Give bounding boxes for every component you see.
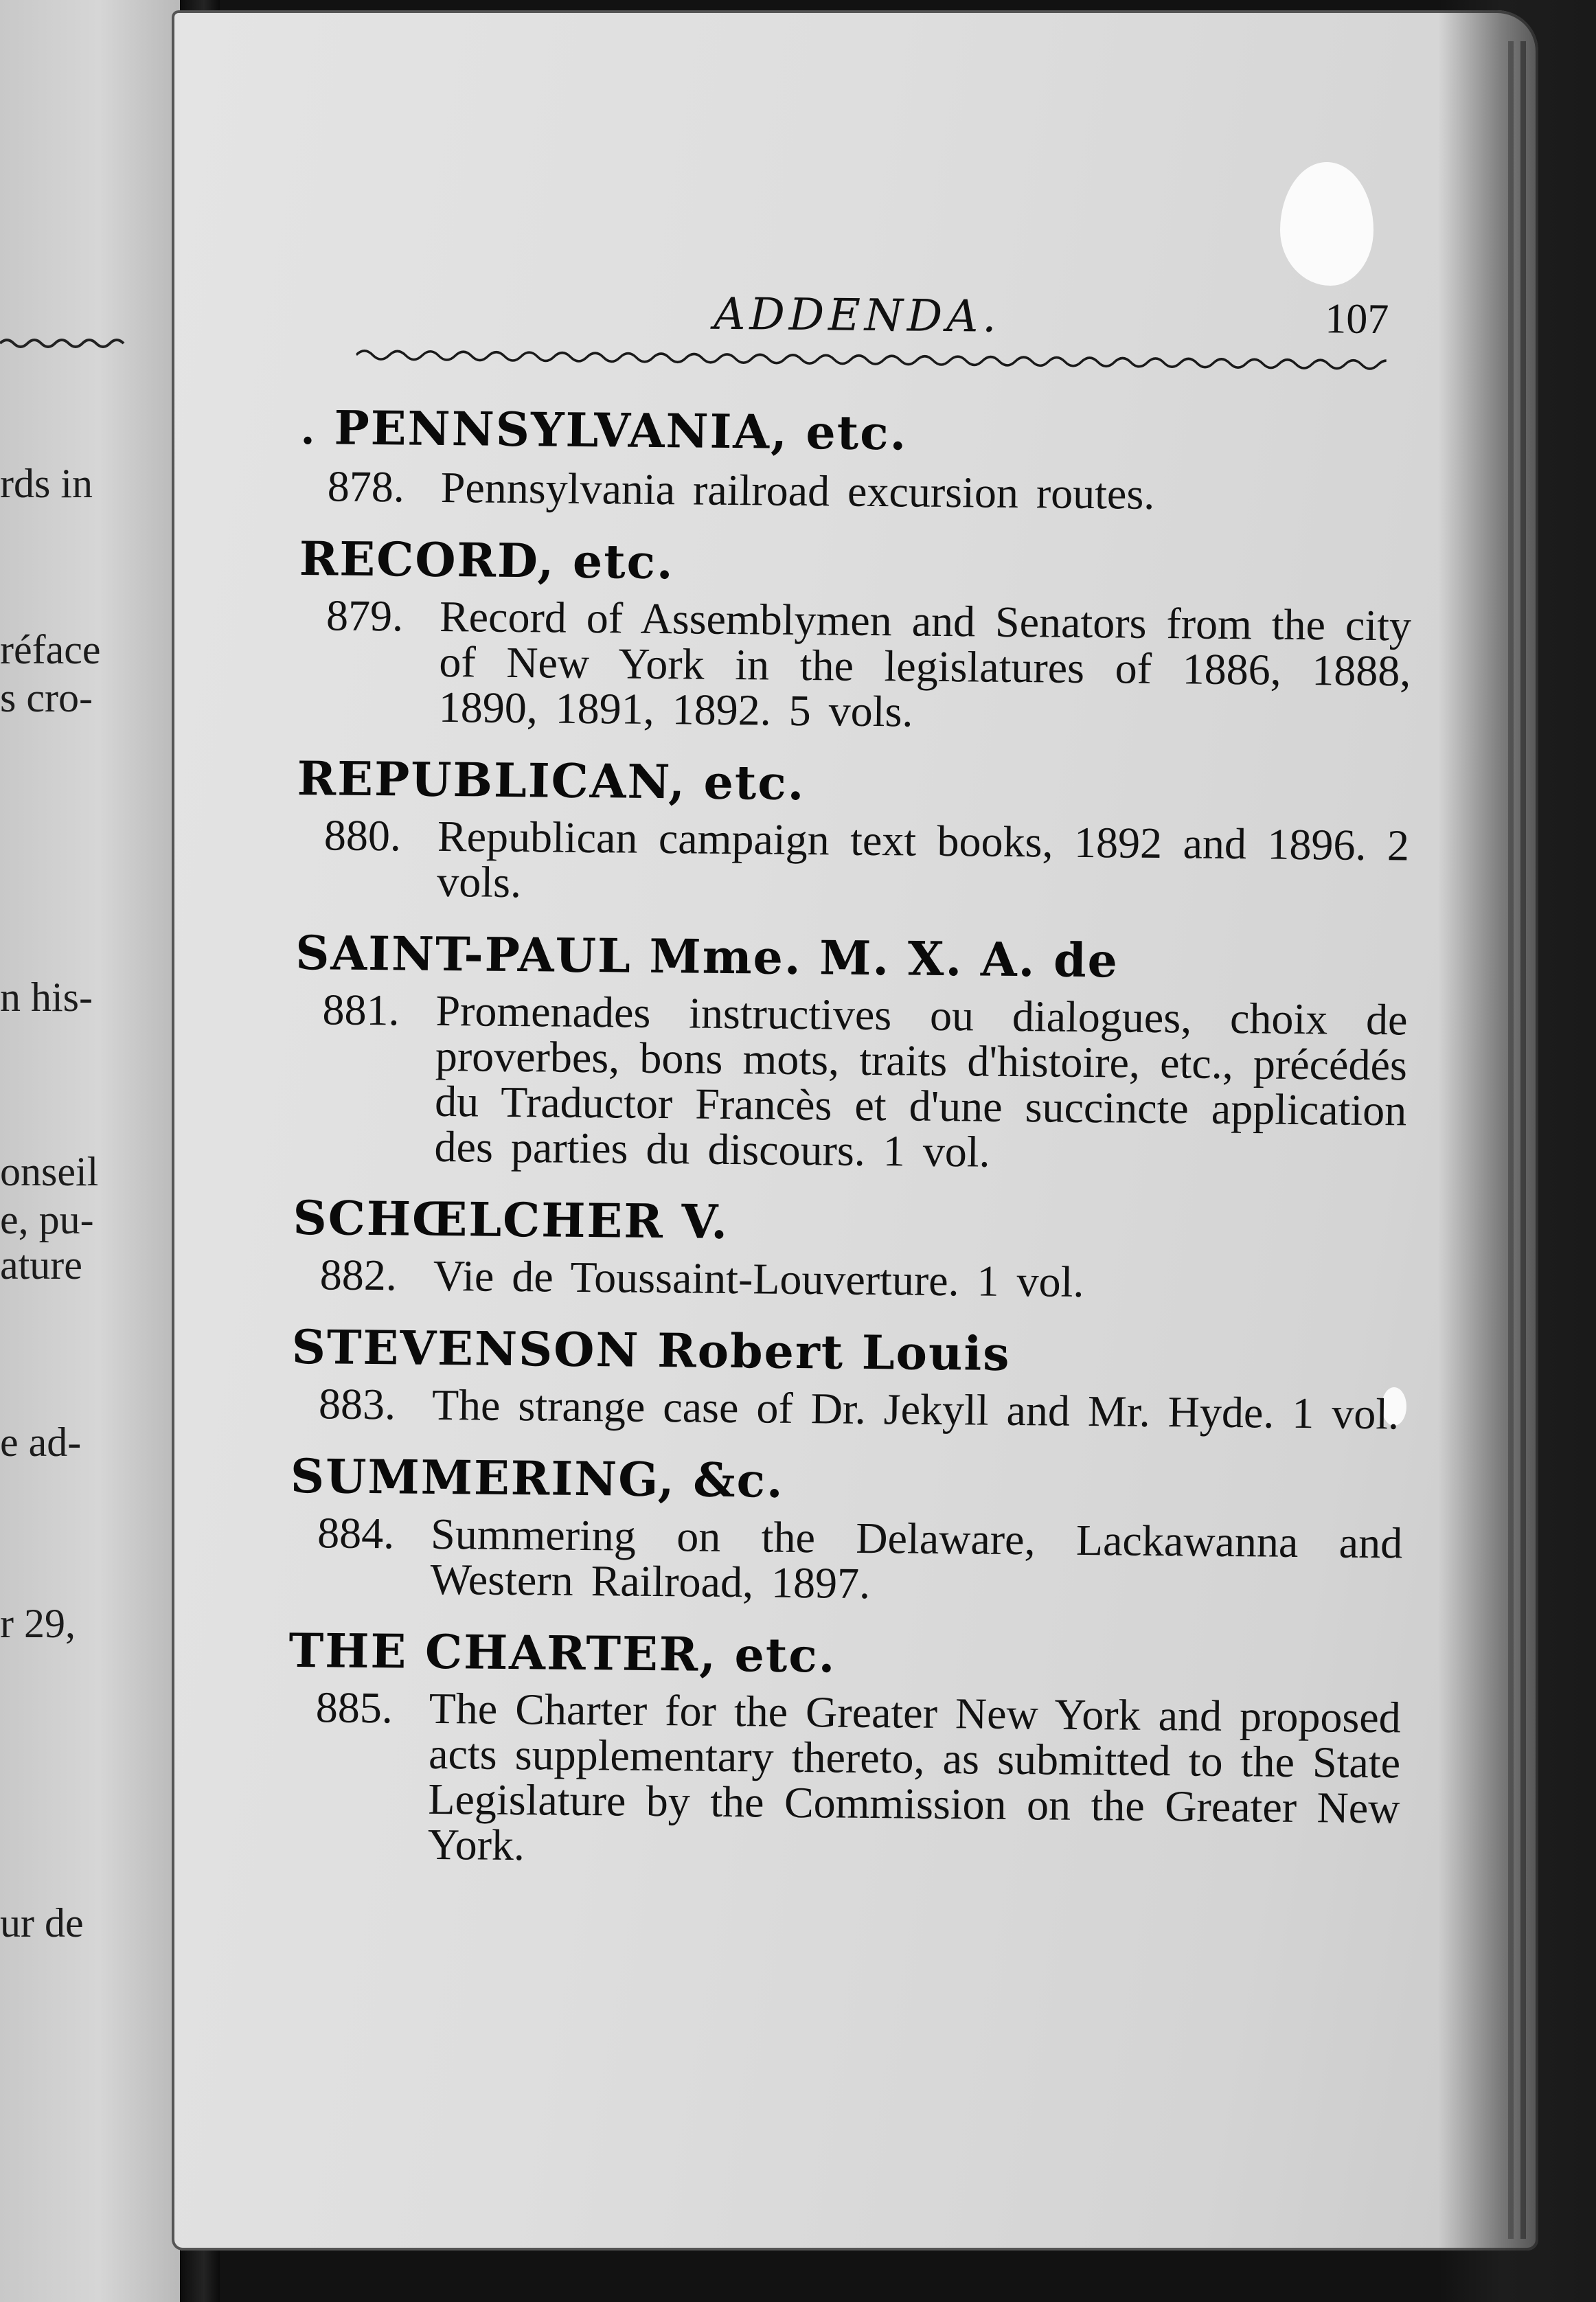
entry-item bbox=[293, 987, 1407, 1179]
entry-number: 884. bbox=[317, 1508, 395, 1558]
entry-heading: THE CHARTER, etc. bbox=[288, 1623, 836, 1684]
left-page-fragment: r 29, bbox=[0, 1601, 76, 1646]
catalog-entry bbox=[293, 1189, 1406, 1308]
catalog-entry bbox=[297, 529, 1412, 740]
entry-text: Promenades instructives ou dialogues, choix de proverbes, bons mots, traits d'histoire, etc., précédés du Traductor Francès et d'une succincte application des parties du discours. 1 vol. bbox=[434, 985, 1408, 1176]
entry-number: 880. bbox=[323, 810, 402, 861]
entry-text: Vie de Toussaint-Louverture. 1 vol. bbox=[433, 1251, 1084, 1306]
catalog-entry bbox=[287, 1621, 1402, 1877]
entry-number: 879. bbox=[326, 591, 404, 641]
entry-item bbox=[297, 593, 1411, 740]
entry-number: 883. bbox=[318, 1379, 396, 1429]
entry-text: The strange case of Dr. Jekyll and Mr. Hyde. 1 vol. bbox=[431, 1380, 1400, 1439]
entry-item bbox=[289, 1510, 1402, 1612]
entry-number: 881. bbox=[322, 985, 400, 1035]
catalog-entry bbox=[300, 398, 1413, 520]
left-facing-page bbox=[0, 0, 180, 2302]
entry-text: Pennsylvania railroad excursion routes. bbox=[440, 462, 1155, 518]
entry-heading-text: PENNSYLVANIA, etc. bbox=[334, 400, 908, 461]
catalog-entry bbox=[293, 924, 1408, 1179]
entry-number: 882. bbox=[319, 1250, 398, 1300]
left-page-decorative-rule bbox=[0, 328, 130, 356]
entry-heading: RECORD, etc. bbox=[299, 531, 675, 591]
entry-number: 885. bbox=[315, 1683, 394, 1733]
catalog-entry bbox=[291, 1318, 1404, 1437]
left-page-fragment: s cro- bbox=[0, 675, 93, 720]
addenda-entries bbox=[286, 398, 1413, 1897]
entry-item bbox=[296, 812, 1409, 914]
entry-text: Record of Assemblymen and Senators from the city of New York in the legislatures of 1886, 1888, 1890, 1891, 1892. 5 vols. bbox=[438, 591, 1412, 736]
page-edge-shadow bbox=[1438, 0, 1596, 2302]
entry-heading: SCHŒLCHER V. bbox=[293, 1190, 729, 1251]
left-page-fragment: ature bbox=[0, 1242, 82, 1288]
entry-number: 878. bbox=[327, 461, 405, 512]
page-number: 107 bbox=[1324, 295, 1389, 343]
entry-text: Summering on the Delaware, Lackawanna and Western Railroad, 1897. bbox=[430, 1509, 1403, 1608]
entry-item bbox=[291, 1381, 1404, 1437]
running-head: ADDENDA. bbox=[713, 288, 1001, 343]
bullet-mark: . bbox=[300, 405, 317, 455]
left-page-fragment: n his- bbox=[0, 975, 93, 1020]
entry-heading: SAINT-PAUL Mme. M. X. A. de bbox=[295, 925, 1119, 989]
entry-heading: STEVENSON Robert Louis bbox=[291, 1319, 1011, 1382]
entry-text: The Charter for the Greater New York and proposed acts supplementary thereto, as submitted to the State Legislature by the Commission on the Greater New York. bbox=[427, 1683, 1402, 1870]
catalog-entry bbox=[289, 1447, 1403, 1612]
entry-heading: REPUBLICAN, etc. bbox=[297, 751, 806, 812]
entry-heading bbox=[300, 398, 1413, 470]
left-page-fragment: réface bbox=[0, 627, 101, 672]
left-page-fragment: e, pu- bbox=[0, 1197, 94, 1242]
entry-item bbox=[287, 1685, 1401, 1877]
entry-item bbox=[293, 1252, 1406, 1308]
page-content bbox=[288, 261, 1412, 1870]
catalog-entry bbox=[296, 749, 1410, 914]
entry-text: Republican campaign text books, 1892 and 1896. 2 vols. bbox=[436, 811, 1410, 907]
entry-item bbox=[300, 461, 1413, 520]
left-page-fragment: rds in bbox=[0, 461, 93, 506]
left-page-fragment: ur de bbox=[0, 1900, 84, 1946]
left-page-fragment: onseil bbox=[0, 1149, 99, 1194]
left-page-fragment: e ad- bbox=[0, 1420, 82, 1465]
entry-heading: SUMMERING, &c. bbox=[290, 1448, 785, 1509]
